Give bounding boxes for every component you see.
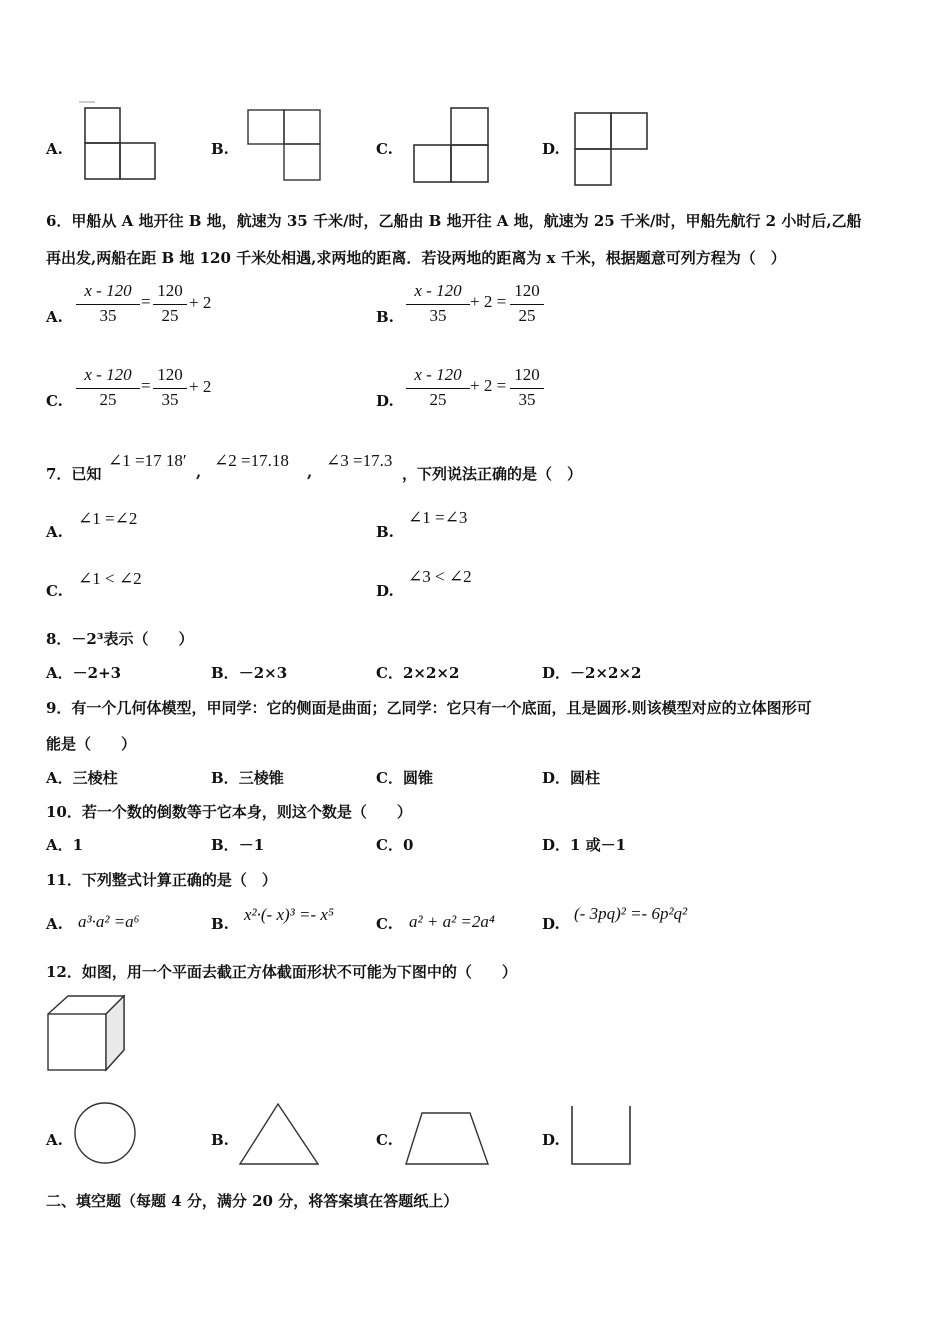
section2-title: 二、填空题（每题 4 分，满分 20 分，将答案填在答题纸上）: [46, 1192, 459, 1210]
q7-expr1: ∠1 =17 18′: [108, 451, 187, 470]
q6-option-c-fraction2: 120 35: [153, 365, 187, 413]
q10-option-c-text: 0: [402, 836, 414, 854]
q8-option-a: [46, 662, 121, 683]
q8-option-c-label: C．: [376, 664, 403, 682]
q11-text: 11．下列整式计算正确的是（ ）: [46, 871, 277, 889]
q12-option-a-circle: [72, 1101, 138, 1167]
q8-option-a-label: A．: [46, 664, 73, 682]
q9-option-d: [542, 767, 600, 788]
q9-text-line1: 9．有一个几何体模型，甲同学：它的侧面是曲面；乙同学：它只有一个底面，且是圆形.则该模型对应的立体图形可: [46, 699, 812, 717]
q10-option-b-text: －1: [238, 836, 265, 854]
q10-option-c-label: C．: [376, 836, 403, 854]
q10-option-a: [46, 834, 83, 855]
q12-cube-figure: [44, 992, 128, 1074]
q12-option-a-label: A.: [46, 1131, 63, 1149]
q12-option-d-square: [568, 1104, 634, 1168]
q10-option-b-label: B．: [211, 836, 239, 854]
q6-option-d-fraction2: 120 35: [510, 365, 544, 413]
q9-option-d-label: D．: [542, 769, 571, 787]
q6-option-a-tail: + 2: [189, 293, 212, 312]
q6-option-a-label: A.: [46, 308, 63, 326]
q6-option-a-fraction1: x - 120 35: [76, 281, 140, 329]
q7-option-c-label: C.: [46, 582, 63, 600]
q7-option-a-expr: ∠1 =∠2: [78, 509, 138, 528]
q6-option-b-label: B.: [376, 308, 394, 326]
q11-option-c-expr: a² + a² =2a⁴: [409, 912, 495, 931]
q12-option-b-triangle: [236, 1102, 322, 1168]
q12-option-d-label: D.: [542, 1131, 560, 1149]
q11-option-d-expr: (- 3pq)² =- 6p²q²: [574, 904, 688, 923]
q8-option-d: [542, 662, 641, 683]
q5-option-b-figure: [245, 108, 325, 184]
q5-option-c-label: C.: [376, 140, 393, 158]
q11-option-a-expr: a³·a² =a⁶: [78, 912, 140, 931]
q9-option-b-text: 三棱锥: [238, 769, 284, 787]
q8-option-b-label: B．: [211, 664, 239, 682]
q11-option-d-label: D.: [542, 915, 560, 933]
q10-option-d-label: D．: [542, 836, 571, 854]
q6-option-b-fraction1: x - 120 35: [406, 281, 470, 329]
q7-option-b-expr: ∠1 =∠3: [408, 508, 468, 527]
q5-option-c-figure: [410, 106, 492, 186]
q6-option-c-tail: + 2: [189, 377, 212, 396]
q9-option-d-text: 圆柱: [570, 769, 601, 787]
q9-text-line2: 能是（ ）: [46, 735, 137, 753]
q7-option-c-expr: ∠1 < ∠2: [78, 569, 142, 588]
q10-option-d-text: 1 或－1: [570, 836, 627, 854]
q11-option-a-label: A.: [46, 915, 63, 933]
q10-option-b: [211, 834, 264, 855]
q10-option-c: [376, 834, 413, 855]
q12-text: 12．如图，用一个平面去截正方体截面形状不可能为下图中的（ ）: [46, 963, 517, 981]
q9-option-c-text: 圆锥: [402, 769, 433, 787]
q7-sep2: ,: [307, 463, 313, 481]
q12-option-b-label: B.: [211, 1131, 229, 1149]
q9-option-b-label: B．: [211, 769, 239, 787]
q9-option-a-label: A．: [46, 769, 73, 787]
q6-option-c-fraction1: x - 120 25: [76, 365, 140, 413]
q8-option-b: [211, 662, 287, 683]
q7-option-d-label: D.: [376, 582, 394, 600]
q11-option-b-expr: x²·(- x)³ =- x⁵: [244, 905, 334, 924]
q5-option-d-figure: [572, 110, 652, 188]
q5-option-a-label: A.: [46, 140, 63, 158]
q7-suffix: ，下列说法正确的是（ ）: [402, 465, 583, 483]
q6-text-line2: 再出发,两船在距 B 地 120 千米处相遇,求两地的距离．若设两地的距离为 x 千米，根据题意可列方程为（ ）: [46, 249, 786, 267]
q7-sep1: ,: [196, 463, 202, 481]
q8-option-d-label: D．: [542, 664, 571, 682]
q8-option-c-text: 2×2×2: [402, 664, 460, 682]
q6-option-b-mid: + 2 =: [470, 292, 507, 311]
q6-option-d-mid: + 2 =: [470, 376, 507, 395]
q7-option-d-expr: ∠3 < ∠2: [408, 567, 472, 586]
q6-option-a-equals: =: [141, 292, 151, 311]
q9-option-a-text: 三棱柱: [72, 769, 118, 787]
q10-text: 10．若一个数的倒数等于它本身，则这个数是（ ）: [46, 803, 412, 821]
q9-option-b: [211, 767, 284, 788]
q6-option-d-fraction1: x - 120 25: [406, 365, 470, 413]
q7-expr2: ∠2 =17.18: [214, 451, 289, 470]
q11-option-c-label: C.: [376, 915, 393, 933]
q6-option-a-fraction2: 120 25: [153, 281, 187, 329]
q7-expr3: ∠3 =17.3: [326, 451, 393, 470]
q8-text: 8．－2³表示（ ）: [46, 630, 194, 648]
q6-option-b-fraction2: 120 25: [510, 281, 544, 329]
q6-option-c-label: C.: [46, 392, 63, 410]
q9-option-a: [46, 767, 118, 788]
q10-option-a-label: A．: [46, 836, 73, 854]
q8-option-a-text: －2+3: [72, 664, 122, 682]
q6-option-c-equals: =: [141, 376, 151, 395]
q7-option-b-label: B.: [376, 523, 394, 541]
q11-option-b-label: B.: [211, 915, 229, 933]
q12-option-c-trapezoid: [402, 1110, 492, 1168]
q6-option-d-label: D.: [376, 392, 394, 410]
q10-option-a-text: 1: [72, 836, 84, 854]
q9-option-c: [376, 767, 433, 788]
q12-option-c-label: C.: [376, 1131, 393, 1149]
q8-option-b-text: －2×3: [238, 664, 288, 682]
q8-option-c: [376, 662, 459, 683]
q8-option-d-text: －2×2×2: [570, 664, 642, 682]
q7-option-a-label: A.: [46, 523, 63, 541]
q5-option-a-figure: [78, 100, 160, 184]
q9-option-c-label: C．: [376, 769, 403, 787]
q5-option-b-label: B.: [211, 140, 229, 158]
q10-option-d: [542, 834, 626, 855]
q7-prefix: 7．已知: [46, 465, 102, 483]
q6-text-line1: 6．甲船从 A 地开往 B 地，航速为 35 千米/时，乙船由 B 地开往 A 地，航速为 25 千米/时，甲船先航行 2 小时后,乙船: [46, 212, 862, 230]
q5-option-d-label: D.: [542, 140, 560, 158]
